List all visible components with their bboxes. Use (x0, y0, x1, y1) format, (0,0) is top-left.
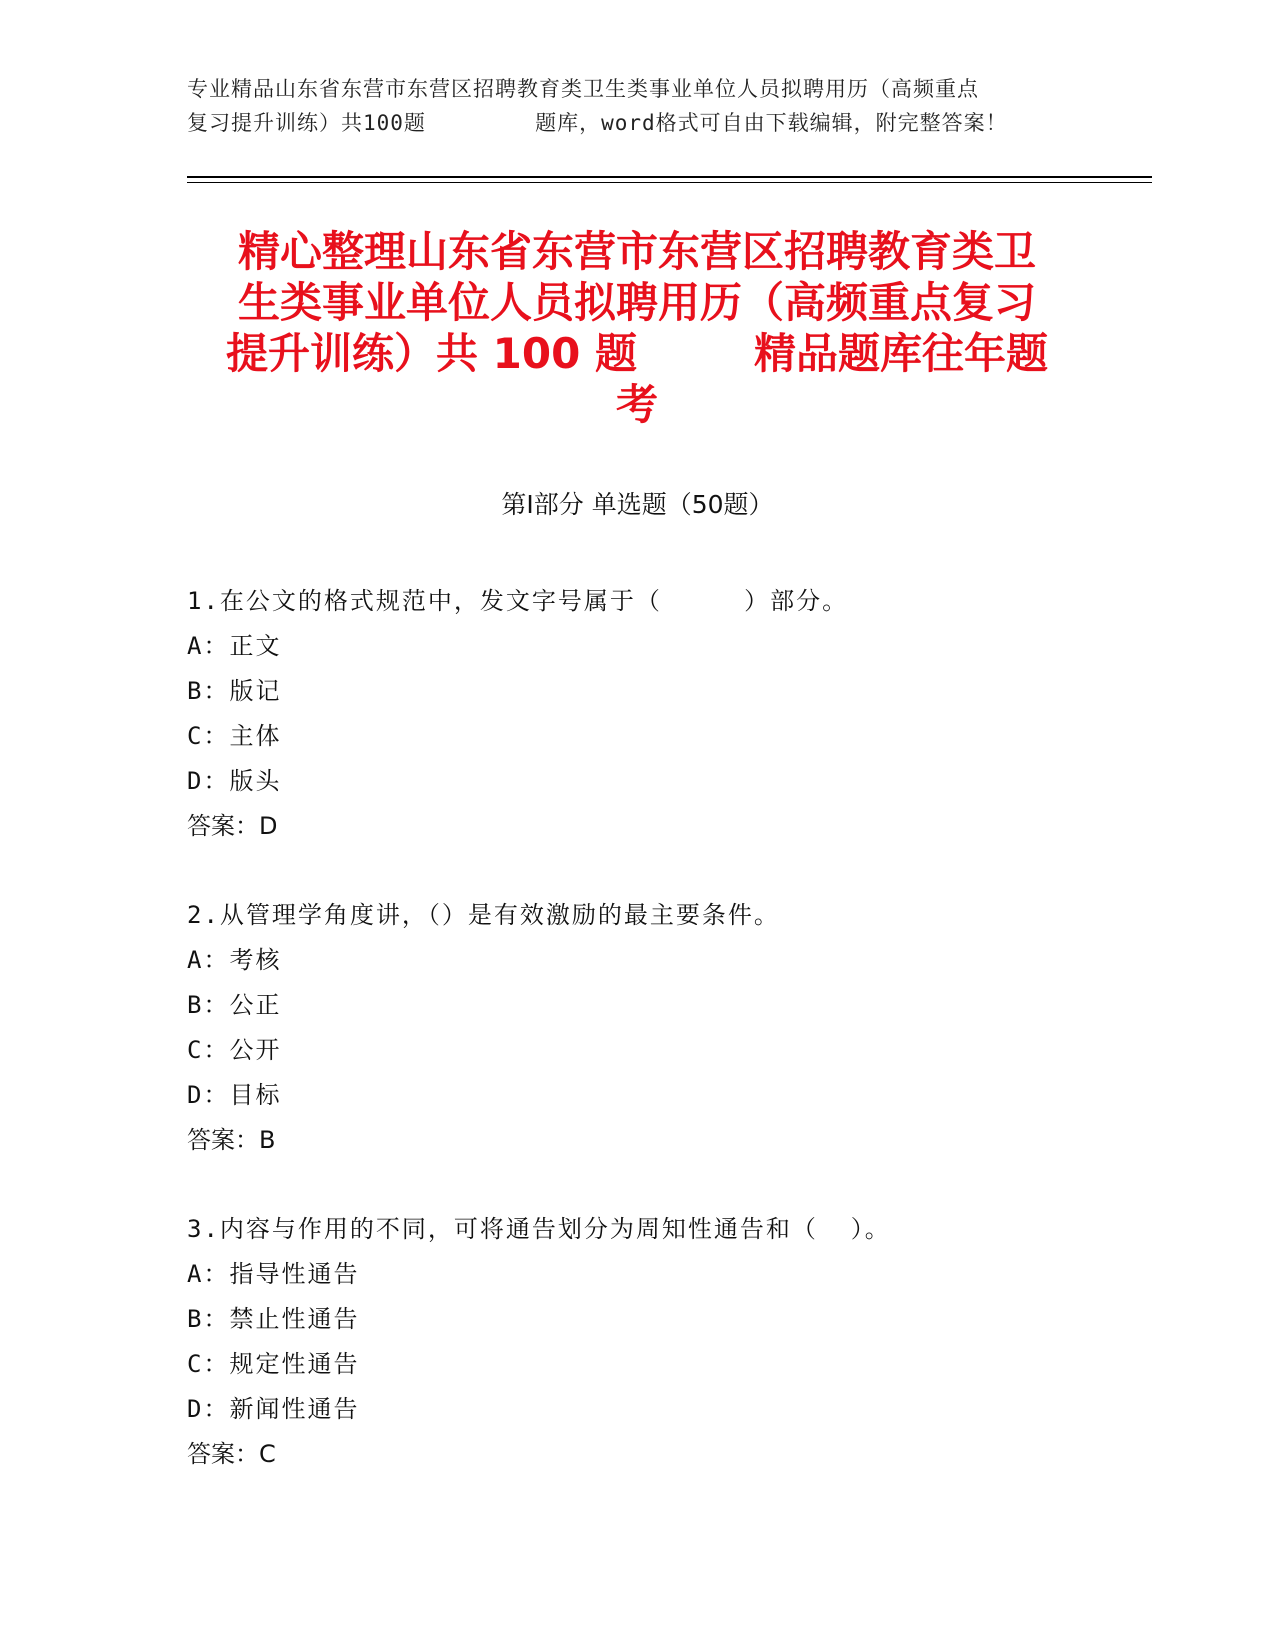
option-d: D：新闻性通告 (187, 1395, 360, 1423)
header-rule-thin (187, 182, 1152, 183)
option-a: A：指导性通告 (187, 1260, 360, 1288)
header-note-line-2: 复习提升训练）共100题 题库，word格式可自由下载编辑，附完整答案！ (187, 111, 1008, 135)
option-c: C：公开 (187, 1036, 282, 1064)
option-c: C：主体 (187, 722, 282, 750)
question-1 (187, 579, 1137, 849)
title-line-4: 考 (615, 380, 658, 429)
option-d: D：版头 (187, 767, 282, 795)
title-line-1: 精心整理山东省东营市东营区招聘教育类卫 (237, 227, 1036, 276)
option-a: A：正文 (187, 632, 282, 660)
answer: 答案：D (187, 812, 278, 840)
question-stem: 3.内容与作用的不同，可将通告划分为周知性通告和（ ）。 (187, 1215, 891, 1243)
question-3 (187, 1207, 1137, 1477)
answer: 答案：B (187, 1126, 276, 1154)
section-title: 第Ⅰ部分 单选题（50题） (501, 490, 774, 519)
option-b: B：禁止性通告 (187, 1305, 360, 1333)
answer: 答案：C (187, 1440, 276, 1468)
title-line-3: 提升训练）共 100 题 精品题库往年题 (226, 329, 1048, 378)
header-note-line-1: 专业精品山东省东营市东营区招聘教育类卫生类事业单位人员拟聘用历（高频重点 (187, 77, 979, 101)
header-rule-thick (187, 176, 1152, 178)
question-2 (187, 893, 1137, 1163)
option-b: B：公正 (187, 991, 282, 1019)
question-stem: 1.在公文的格式规范中，发文字号属于（ ）部分。 (187, 587, 849, 615)
title-line-2: 生类事业单位人员拟聘用历（高频重点复习 (237, 278, 1036, 327)
option-a: A：考核 (187, 946, 282, 974)
option-c: C：规定性通告 (187, 1350, 360, 1378)
document-title (187, 226, 1087, 430)
question-list (187, 579, 1137, 1521)
option-b: B：版记 (187, 677, 282, 705)
header-note (187, 72, 1087, 140)
option-d: D：目标 (187, 1081, 282, 1109)
question-stem: 2.从管理学角度讲，（）是有效激励的最主要条件。 (187, 901, 780, 929)
